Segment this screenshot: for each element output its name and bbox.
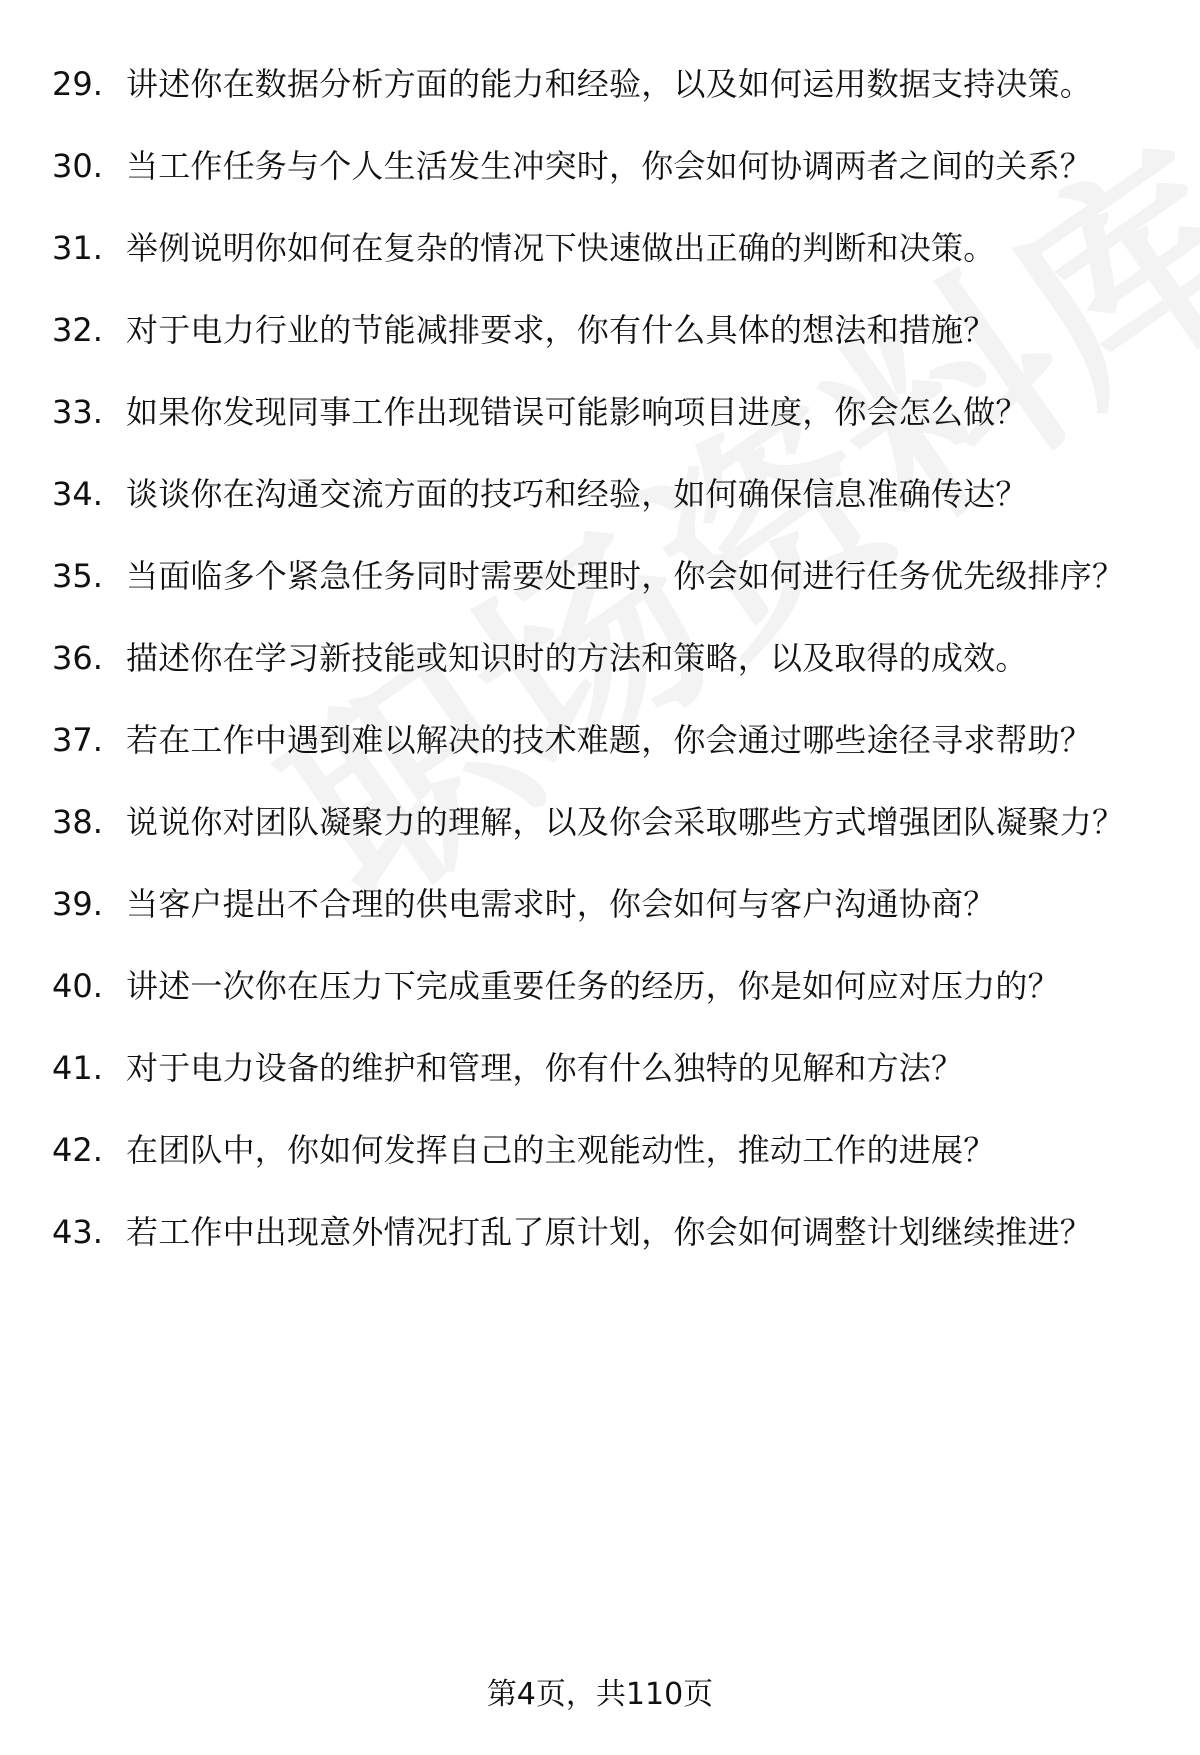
list-item (0, 1044, 1200, 1092)
list-item (0, 470, 1200, 518)
list-item (0, 716, 1200, 764)
question-text: 对于电力设备的维护和管理，你有什么独特的见解和方法？ (126, 1049, 964, 1087)
question-number: 32. (52, 311, 103, 349)
question-text: 对于电力行业的节能减排要求，你有什么具体的想法和措施？ (126, 311, 996, 349)
list-item (0, 880, 1200, 928)
question-text: 讲述你在数据分析方面的能力和经验，以及如何运用数据支持决策。 (126, 65, 1093, 103)
question-text: 当客户提出不合理的供电需求时，你会如何与客户沟通协商？ (126, 885, 996, 923)
question-text: 讲述一次你在压力下完成重要任务的经历，你是如何应对压力的？ (126, 967, 1060, 1005)
question-number: 35. (52, 557, 103, 595)
question-number: 39. (52, 885, 103, 923)
list-item (0, 1126, 1200, 1174)
list-item (0, 798, 1200, 846)
list-item (0, 306, 1200, 354)
question-number: 34. (52, 475, 103, 513)
question-text: 在团队中，你如何发挥自己的主观能动性，推动工作的进展？ (126, 1131, 996, 1169)
list-item (0, 142, 1200, 190)
question-number: 41. (52, 1049, 103, 1087)
question-number: 33. (52, 393, 103, 431)
question-text: 当工作任务与个人生活发生冲突时，你会如何协调两者之间的关系？ (126, 147, 1093, 185)
question-number: 29. (52, 65, 103, 103)
question-text: 若在工作中遇到难以解决的技术难题，你会通过哪些途径寻求帮助？ (126, 721, 1093, 759)
question-number: 36. (52, 639, 103, 677)
question-number: 37. (52, 721, 103, 759)
page-footer: 第4页，共110页 (486, 1677, 714, 1712)
list-item (0, 224, 1200, 272)
question-number: 31. (52, 229, 103, 267)
question-number: 38. (52, 803, 103, 841)
question-text: 若工作中出现意外情况打乱了原计划，你会如何调整计划继续推进？ (126, 1213, 1093, 1251)
question-text: 当面临多个紧急任务同时需要处理时，你会如何进行任务优先级排序？ (126, 557, 1125, 595)
question-text: 谈谈你在沟通交流方面的技巧和经验，如何确保信息准确传达？ (126, 475, 1028, 513)
list-item (0, 962, 1200, 1010)
question-text: 描述你在学习新技能或知识时的方法和策略，以及取得的成效。 (126, 639, 1028, 677)
question-text: 如果你发现同事工作出现错误可能影响项目进度，你会怎么做？ (126, 393, 1028, 431)
question-number: 43. (52, 1213, 103, 1251)
question-text: 举例说明你如何在复杂的情况下快速做出正确的判断和决策。 (126, 229, 996, 267)
question-list (0, 60, 1200, 1290)
question-text: 说说你对团队凝聚力的理解，以及你会采取哪些方式增强团队凝聚力？ (126, 803, 1125, 841)
list-item (0, 60, 1200, 108)
list-item (0, 552, 1200, 600)
list-item (0, 388, 1200, 436)
question-number: 42. (52, 1131, 103, 1169)
question-number: 30. (52, 147, 103, 185)
list-item (0, 1208, 1200, 1256)
list-item (0, 634, 1200, 682)
question-number: 40. (52, 967, 103, 1005)
